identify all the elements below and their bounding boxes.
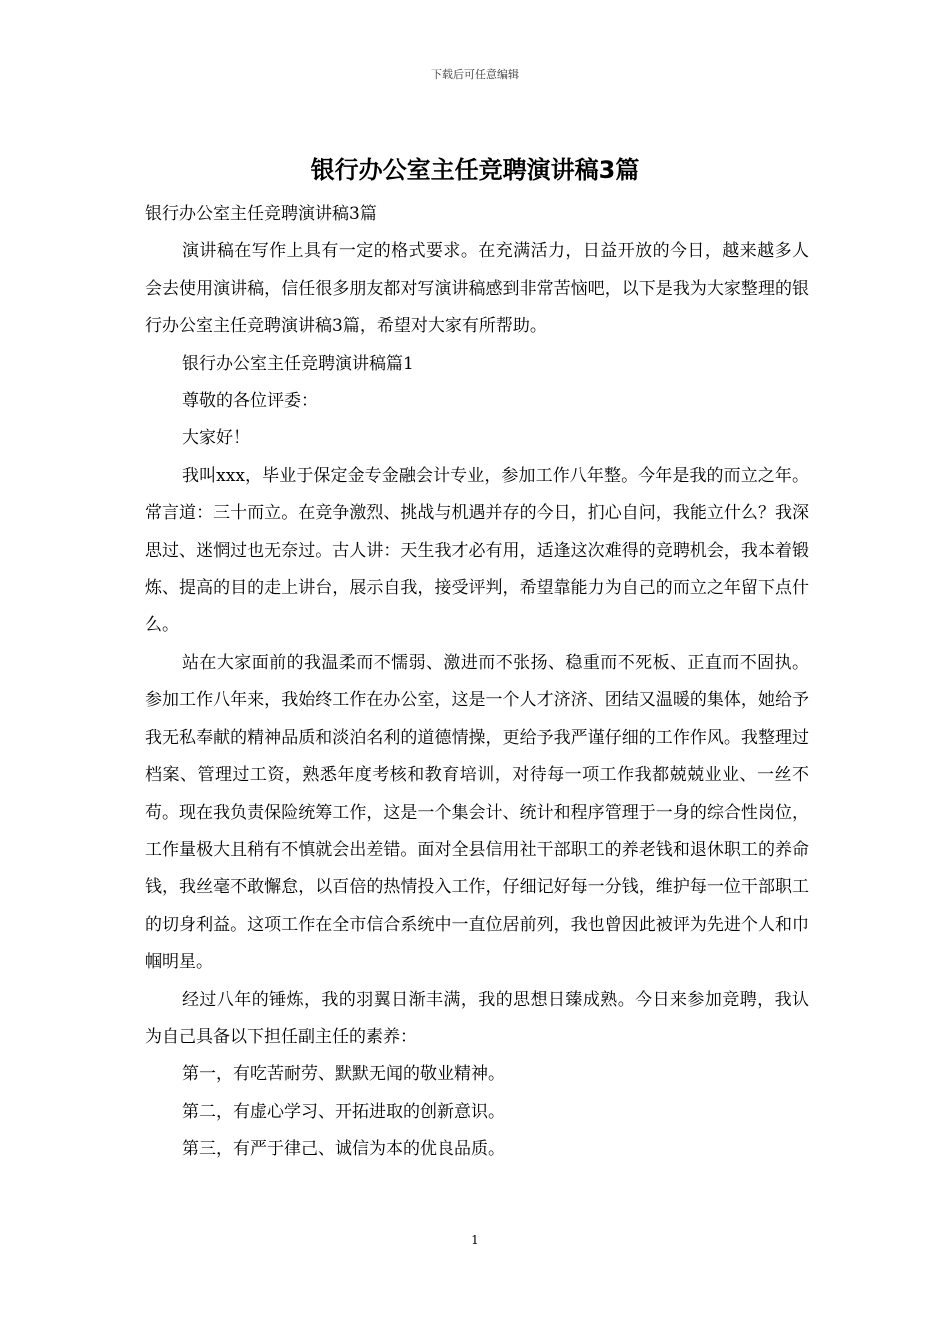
paragraph-work-experience: 站在大家面前的我温柔而不懦弱、激进而不张扬、稳重而不死板、正直而不固执。参加工作八年来，我始终工作在办公室，这是一个人才济济、团结又温暖的集体，她给予我无私奉献的精神品质和淡泊名利的道德情操，更给予我严谨仔细的工作作风。我整理过档案、管理过工资，熟悉年度考核和教育培训，对待每一项工作我都兢兢业业、一丝不苟。现在我负责保险统筹工作，这是一个集会计、统计和程序管理于一身的综合性岗位，工作量极大且稍有不慎就会出差错。面对全县信用社干部职工的养老钱和退休职工的养命钱，我丝毫不敢懈怠，以百倍的热情投入工作，仔细记好每一分钱，维护每一位干部职工的切身利益。这项工作在全市信合系统中一直位居前列，我也曾因此被评为先进个人和巾帼明星。 (145, 652, 809, 973)
paragraph-self-intro: 我叫xxx，毕业于保定金专金融会计专业，参加工作八年整。今年是我的而立之年。常言道：三十而立。在竞争激烈、挑战与机遇并存的今日，扪心自问，我能立什么？我深思过、迷惘过也无奈过。古人讲：天生我才必有用，适逢这次难得的竞聘机会，我本着锻炼、提高的目的走上讲台，展示自我，接受评判，希望靠能力为自己的而立之年留下点什么。 (145, 465, 809, 636)
document-title: 银行办公室主任竞聘演讲稿3篇 (310, 156, 640, 184)
paragraph-greeting: 大家好！ (182, 428, 250, 449)
document-body (145, 196, 809, 1169)
paragraph-intro: 演讲稿在写作上具有一定的格式要求。在充满活力，日益开放的今日，越来越多人会去使用演讲稿，信任很多朋友都对写演讲稿感到非常苦恼吧，以下是我为大家整理的银行办公室主任竞聘演讲稿3篇，希望对大家有所帮助。 (145, 241, 809, 337)
page-number: 1 (471, 1233, 479, 1247)
paragraph-salutation: 尊敬的各位评委： (182, 391, 318, 412)
paragraph-point-2: 第二，有虚心学习、开拓进取的创新意识。 (182, 1101, 505, 1122)
paragraph-subtitle: 银行办公室主任竞聘演讲稿3篇 (145, 204, 377, 224)
page-header-note: 下载后可任意编辑 (431, 68, 519, 81)
paragraph-section-heading: 银行办公室主任竞聘演讲稿篇1 (182, 353, 414, 374)
paragraph-point-1: 第一，有吃苦耐劳、默默无闻的敬业精神。 (182, 1064, 505, 1085)
paragraph-point-3: 第三，有严于律己、诚信为本的优良品质。 (182, 1139, 505, 1160)
paragraph-qualifications: 经过八年的锤炼，我的羽翼日渐丰满，我的思想日臻成熟。今日来参加竞聘，我认为自己具备以下担任副主任的素养： (145, 989, 809, 1047)
